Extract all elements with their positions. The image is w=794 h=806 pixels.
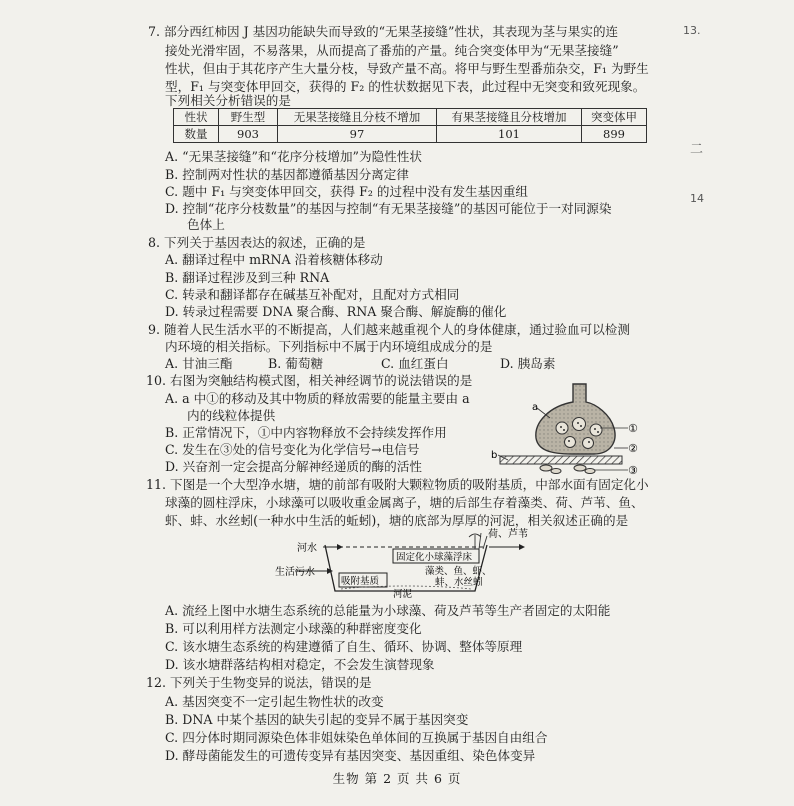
q8-option-c: C. 转录和翻译都存在碱基互补配对，且配对方式相同 [165,287,460,302]
pond-diagram [275,527,555,603]
pond-label-adsorption-matrix: 吸附基质 [341,576,380,587]
q7-trait-table [173,108,647,143]
pond-label-lotus-reed: 荷、芦苇 [488,529,528,540]
synapse-label-a: a [532,402,539,413]
q12-option-b: B. DNA 中某个基因的缺失引起的变异不属于基因突变 [165,712,469,727]
q7-stem-line-4: 型，F₁ 与突变体甲回交，获得的 F₂ 的性状数据见下表，此过程中无突变和致死现象。 [165,79,646,94]
pond-label-algae-fish: 藻类、鱼、虾、 [425,566,492,577]
page-footer: 生物 第 2 页 共 6 页 [332,771,462,786]
q8-option-d: D. 转录过程需要 DNA 聚合酶、RNA 聚合酶、解旋酶的催化 [165,304,507,319]
table-row [174,126,647,143]
q7-stem-line-1: 7. 部分西红柿因 J 基因功能缺失而导致的“无果茎接缝”性状，其表现为茎与果实的连 [148,24,619,39]
pond-label-river-water: 河水 [297,543,317,554]
table-header-cell: 性状 [174,109,219,126]
table-header-cell: 有果茎接缝且分枝增加 [437,109,582,126]
q12-option-c: C. 四分体时期同源染色体非姐妹染色单体间的互换属于基因自由组合 [165,730,548,745]
q10-option-c: C. 发生在③处的信号变化为化学信号→电信号 [165,442,420,457]
table-header-cell: 野生型 [219,109,278,126]
table-cell: 101 [437,126,582,143]
q7-option-b: B. 控制两对性状的基因都遵循基因分离定律 [165,167,409,182]
table-header-cell: 突变体甲 [582,109,647,126]
q9-option-a: A. 甘油三酯 [165,356,233,371]
q10-option-a: A. a 中①的移动及其中物质的释放需要的能量主要由 a [165,391,470,406]
q7-stem-line-3: 性状，但由于其花序产生大量分枝，导致产量不高。将甲与野生型番茄杂交，F₁ 为野生 [165,61,649,76]
q8-option-b: B. 翻译过程涉及到三种 RNA [165,270,330,285]
q7-option-a: A. “无果茎接缝”和“花序分枝增加”为隐性性状 [165,149,422,164]
margin-mark-er: 二 [690,142,704,157]
q8-option-a: A. 翻译过程中 mRNA 沿着核糖体移动 [165,252,383,267]
synapse-mark-3: ③ [628,464,638,477]
synapse-label-b: b [491,450,498,461]
q7-option-c: C. 题中 F₁ 与突变体甲回交，获得 F₂ 的过程中没有发生基因重组 [165,184,529,199]
q11-option-a: A. 流经上图中水塘生态系统的总能量为小球藻、荷及芦苇等生产者固定的太阳能 [165,603,611,618]
table-cell: 899 [582,126,647,143]
q12-option-a: A. 基因突变不一定引起生物性状的改变 [165,694,384,709]
q11-option-d: D. 该水塘群落结构相对稳定，不会发生演替现象 [165,657,435,672]
q11-stem-line-2: 球藻的圆柱浮床，小球藻可以吸收重金属离子，塘的后部生存着藻类、荷、芦苇、鱼、 [165,495,644,510]
q12-option-d: D. 酵母菌能发生的可遗传变异有基因突变、基因重组、染色体变异 [165,748,536,763]
q10-option-d: D. 兴奋剂一定会提高分解神经递质的酶的活性 [165,459,422,474]
q12-stem: 12. 下列关于生物变异的说法，错误的是 [146,675,372,690]
q9-option-b: B. 葡萄糖 [268,356,324,371]
q10-option-a-cont: 内的线粒体提供 [187,408,276,423]
table-cell: 数量 [174,126,219,143]
table-cell: 903 [219,126,278,143]
q9-stem-line-2: 内环境的相关指标。下列指标中不属于内环境组成成分的是 [165,339,493,354]
q8-stem: 8. 下列关于基因表达的叙述，正确的是 [148,235,366,250]
table-header-cell: 无果茎接缝且分枝不增加 [278,109,437,126]
q10-stem: 10. 右图为突触结构模式图，相关神经调节的说法错误的是 [146,373,473,388]
synapse-mark-1: ① [628,422,638,435]
margin-mark-13: 13. [683,24,701,37]
synapse-diagram [490,380,660,478]
pond-label-river-mud: 河泥 [393,589,413,600]
q11-stem-line-1: 11. 下图是一个大型净水塘，塘的前部有吸附大颗粒物质的吸附基质，中部水面有固定化小 [146,477,649,492]
q9-option-c: C. 血红蛋白 [381,356,449,371]
q10-option-b: B. 正常情况下，①中内容物释放不会持续发挥作用 [165,425,447,440]
q11-option-b: B. 可以利用样方法测定小球藻的种群密度变化 [165,621,422,636]
table-header-row [174,109,647,126]
table-cell: 97 [278,126,437,143]
synapse-mark-2: ② [628,442,638,455]
q7-stem-line-2: 接处光滑牢固，不易落果，从而提高了番茄的产量。纯合突变体甲为“无果茎接缝” [165,43,619,58]
q11-option-c: C. 该水塘生态系统的构建遵循了自生、循环、协调、整体等原理 [165,639,523,654]
pond-label-domestic-sewage: 生活污水 [275,567,315,578]
margin-mark-14: 14 [690,192,704,205]
pond-label-clam-worm: 蚌、水丝蚓 [435,577,483,588]
q9-stem-line-1: 9. 随着人民生活水平的不断提高，人们越来越重视个人的身体健康，通过验血可以检测 [148,322,630,337]
pond-label-floating-bed: 固定化小球藻浮床 [396,552,473,563]
q7-option-d: D. 控制“花序分枝数量”的基因与控制“有无果茎接缝”的基因可能位于一对同源染 [165,201,612,216]
q9-option-d: D. 胰岛素 [500,356,556,371]
q7-option-d-cont: 色体上 [187,217,225,232]
q11-stem-line-3: 虾、蚌、水丝蚓(一种水中生活的蚯蚓)，塘的底部为厚厚的河泥，相关叙述正确的是 [165,513,629,528]
q7-stem-line-5: 下列相关分析错误的是 [165,93,291,108]
